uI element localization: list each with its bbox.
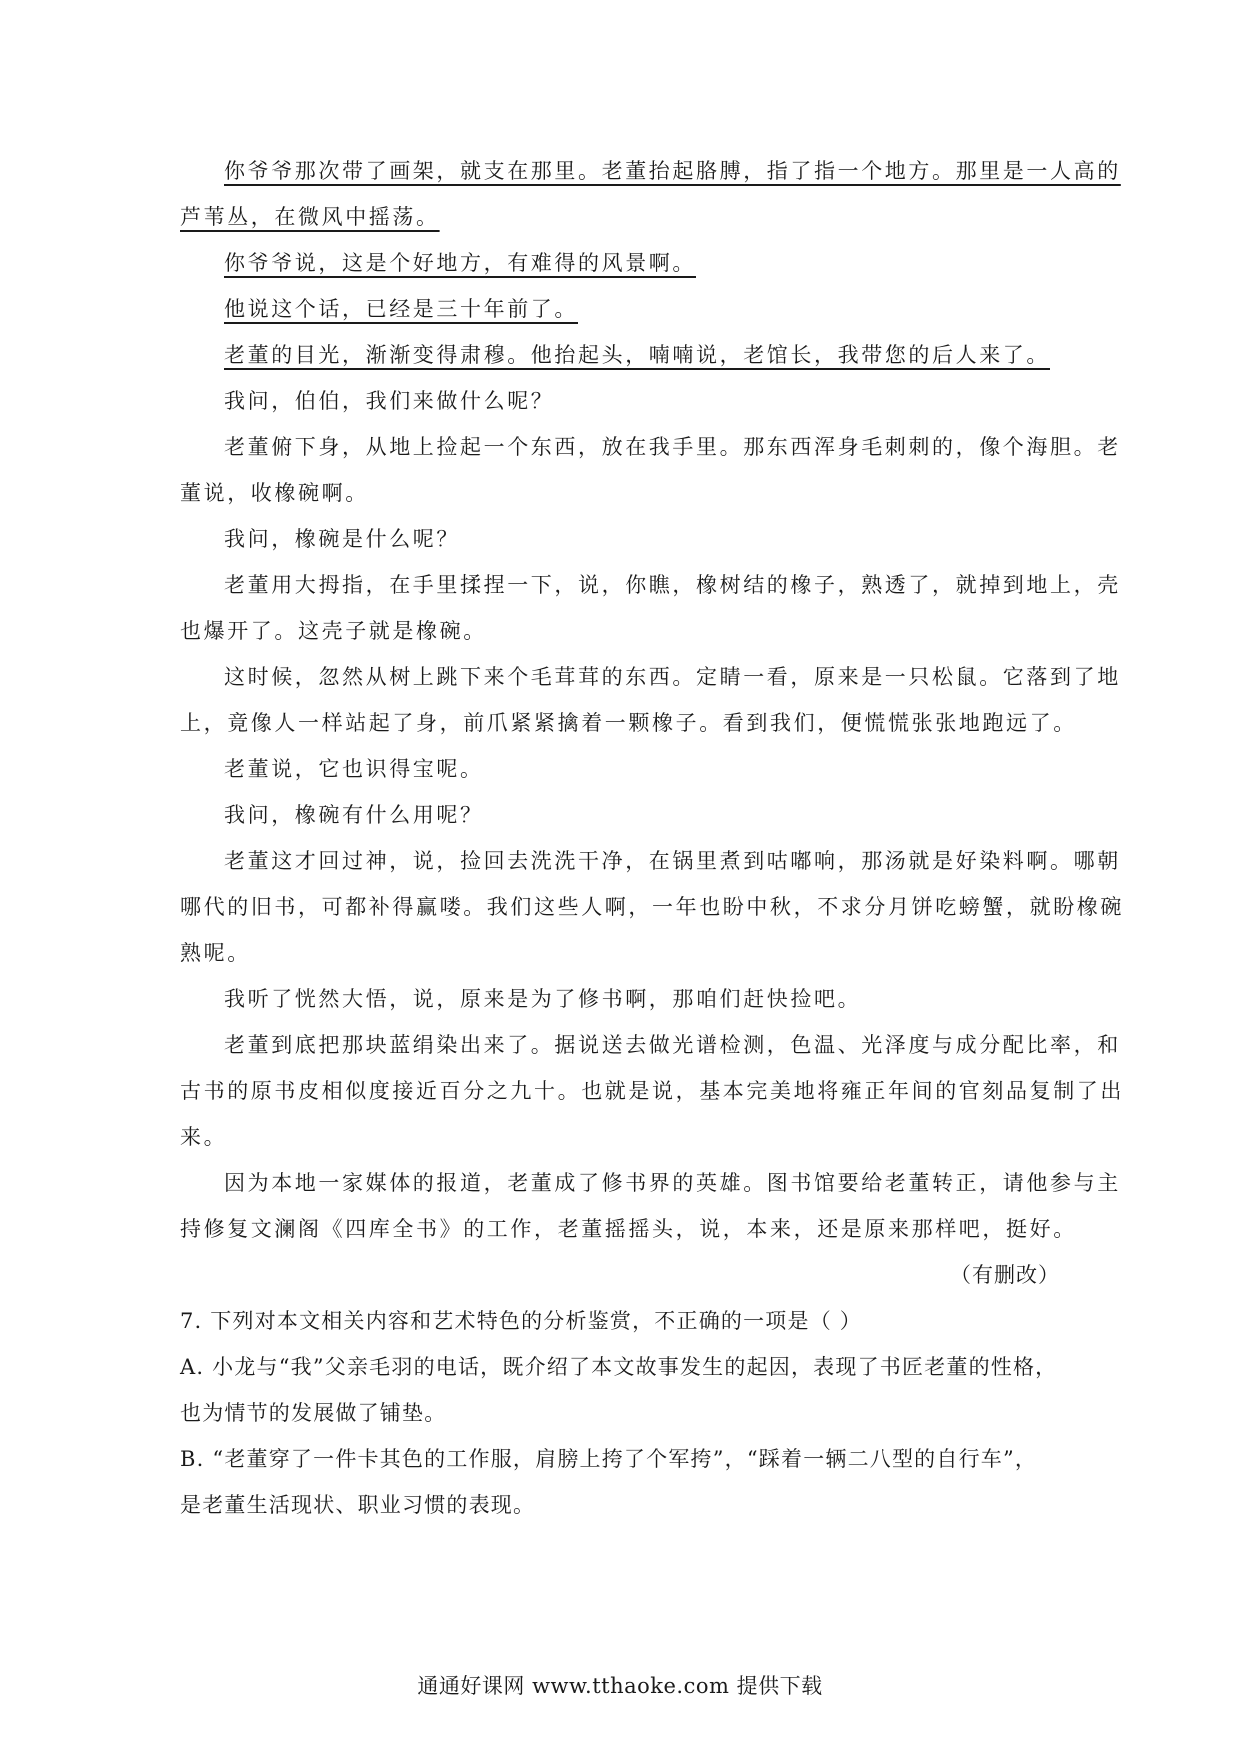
text-line: 也爆开了。这壳子就是橡碗。 xyxy=(180,619,487,643)
option-b-continued: 是老董生活现状、职业习惯的表现。 xyxy=(180,1493,536,1517)
text-line: 我问，橡碗是什么呢？ xyxy=(224,527,460,551)
source-note: （有删改） xyxy=(950,1263,1060,1287)
paragraph xyxy=(180,158,1121,231)
text-line: 他说这个话，已经是三十年前了。 xyxy=(224,297,578,321)
text-line: 古书的原书皮相似度接近百分之九十。也就是说，基本完美地将雍正年间的官刻品复制了出 xyxy=(180,1079,1124,1103)
text-line: 持修复文澜阁《四库全书》的工作，老董摇摇头，说，本来，还是原来那样吧，挺好。 xyxy=(180,1217,1077,1241)
text-line: 我问，橡碗有什么用呢？ xyxy=(224,803,484,827)
option-a: A. 小龙与“我”父亲毛羽的电话，既介绍了本文故事发生的起因，表现了书匠老董的性格， xyxy=(180,1355,1058,1379)
text-line: 我问，伯伯，我们来做什么呢？ xyxy=(224,389,555,413)
text-line: 熟呢。 xyxy=(180,941,251,965)
option-a-continued: 也为情节的发展做了铺垫。 xyxy=(180,1401,447,1425)
text-line: 芦苇丛，在微风中摇荡。 xyxy=(180,205,440,229)
text-line: 我听了恍然大悟，说，原来是为了修书啊，那咱们赶快捡吧。 xyxy=(224,987,862,1011)
text-line: 老董用大拇指，在手里揉捏一下，说，你瞧，橡树结的橡子，熟透了，就掉到地上，壳 xyxy=(224,573,1121,597)
text-line: 老董这才回过神，说，捡回去洗洗干净，在锅里煮到咕嘟响，那汤就是好染料啊。哪朝 xyxy=(224,849,1121,873)
text-line: 这时候，忽然从树上跳下来个毛茸茸的东西。定睛一看，原来是一只松鼠。它落到了地 xyxy=(224,665,1121,689)
question-stem: 7. 下列对本文相关内容和艺术特色的分析鉴赏，不正确的一项是（ ） xyxy=(180,1309,862,1333)
text-line: 你爷爷那次带了画架，就支在那里。老董抬起胳膊，指了指一个地方。那里是一人高的 xyxy=(224,159,1121,183)
text-line: 上，竟像人一样站起了身，前爪紧紧擒着一颗橡子。看到我们，便慌慌张张地跑远了。 xyxy=(180,711,1077,735)
text-line: 因为本地一家媒体的报道，老董成了修书界的英雄。图书馆要给老董转正，请他参与主 xyxy=(224,1171,1121,1195)
text-line: 老董到底把那块蓝绢染出来了。据说送去做光谱检测，色温、光泽度与成分配比率，和 xyxy=(224,1033,1121,1057)
text-line: 你爷爷说，这是个好地方，有难得的风景啊。 xyxy=(224,251,696,275)
text-line: 老董的目光，渐渐变得肃穆。他抬起头，喃喃说，老馆长，我带您的后人来了。 xyxy=(224,343,1050,367)
text-line: 老董说，它也识得宝呢。 xyxy=(224,757,484,781)
text-line: 来。 xyxy=(180,1125,228,1149)
option-b: B. “老董穿了一件卡其色的工作服，肩膀上挎了个军挎”，“踩着一辆二八型的自行车”， xyxy=(180,1447,1038,1471)
page-footer: 通通好课网 www.tthaoke.com 提供下载 xyxy=(417,1674,823,1698)
text-line: 董说，收橡碗啊。 xyxy=(180,481,369,505)
text-line: 哪代的旧书，可都补得赢喽。我们这些人啊，一年也盼中秋，不求分月饼吃螃蟹，就盼橡碗 xyxy=(180,895,1124,919)
text-line: 老董俯下身，从地上捡起一个东西，放在我手里。那东西浑身毛刺刺的，像个海胆。老 xyxy=(224,435,1121,459)
